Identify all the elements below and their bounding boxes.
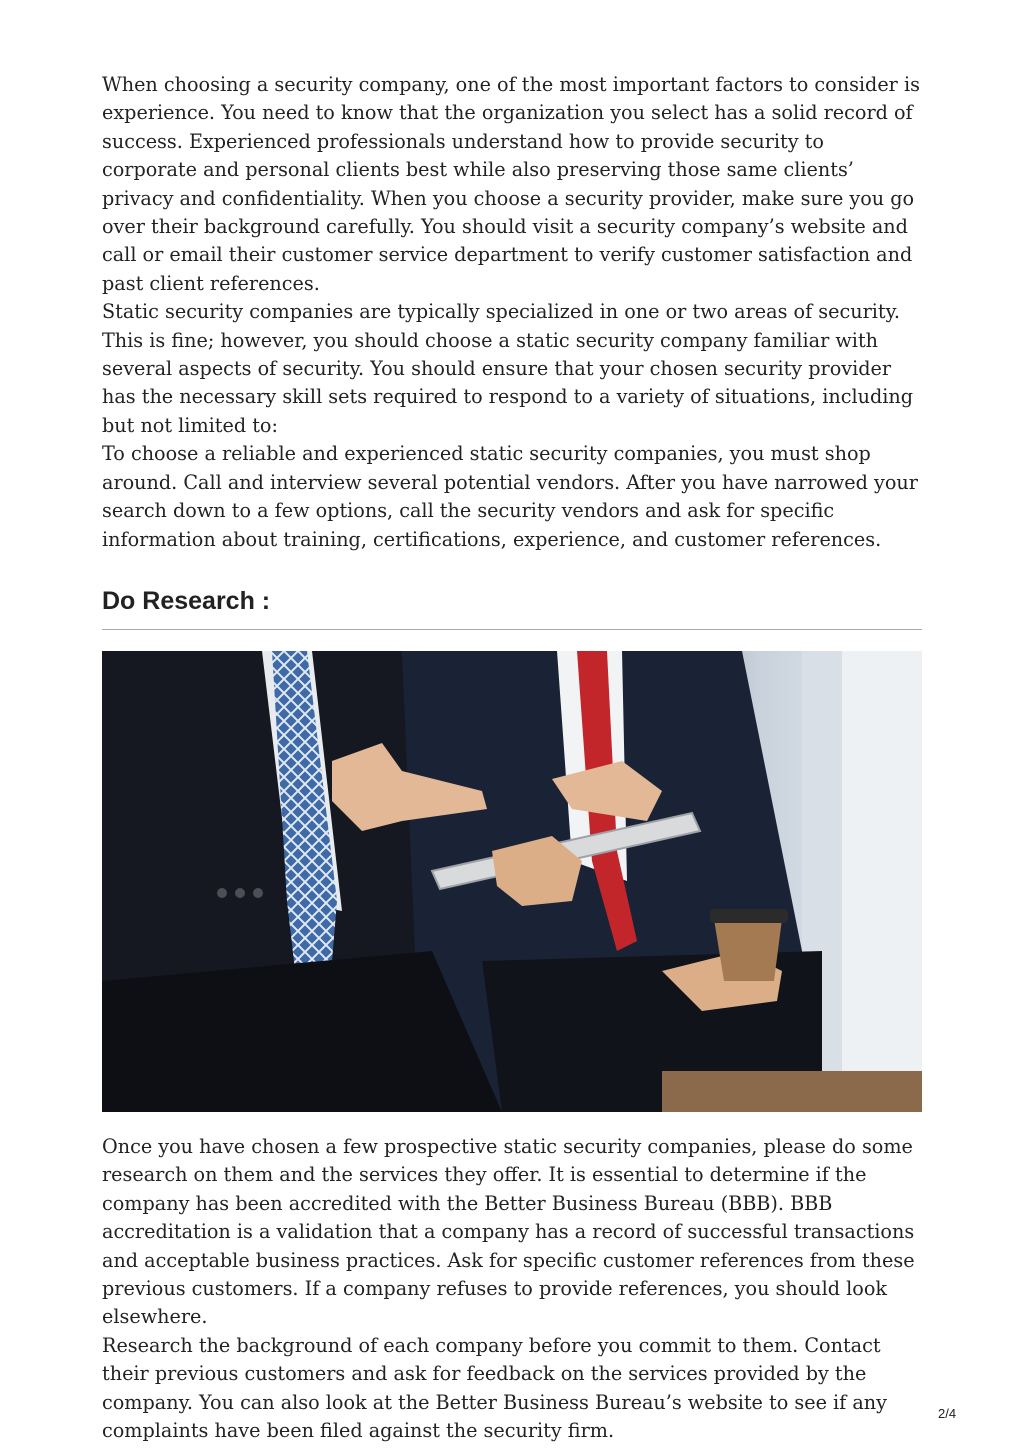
paragraph: Once you have chosen a few prospective static security companies, please do some research on them and the services they offer. It is essential to determine if the company has been accredited with the Better Business Bureau (BBB). BBB accreditation is a validation that a company has a record of successful transactions and acceptable business practices. Ask for specific customer references from these previous customers. If a company refuses to provide references, you should look elsewhere. xyxy=(102,1134,915,1329)
paragraph: When choosing a security company, one of the most important factors to consider is experience. You need to know that the organization you select has a solid record of success. Experienced professionals understand how to provide security to corporate and personal clients best while also preserving those same clients’ privacy and confidentiality. When you choose a security provider, make sure you go over their background carefully. You should visit a security company’s website and call or email their customer service department to verify customer satisfaction and past client references. xyxy=(102,73,920,295)
paragraph: Static security companies are typically specialized in one or two areas of security. This is fine; however, you should choose a static security company familiar with several aspects of security. You should ensure that your chosen security provider has the necessary skill sets required to respond to a variety of situations, including but not limited to: xyxy=(102,300,914,437)
section-heading: Do Research : xyxy=(102,586,271,615)
paragraph: Research the background of each company before you commit to them. Contact their previous customers and ask for feedback on the services provided by the company. You can also look at the Better Business Bureau’s website to see if any complaints have been filed against the security firm. xyxy=(102,1333,887,1442)
paragraph: To choose a reliable and experienced static security companies, you must shop around. Call and interview several potential vendors. After you have narrowed your search down to a few options, call the security vendors and ask for specific information about training, certifications, experience, and customer references. xyxy=(102,442,918,551)
page-number: 2/4 xyxy=(938,1406,957,1421)
article-body xyxy=(102,71,922,1445)
heading-divider xyxy=(102,629,922,630)
business-meeting-photo xyxy=(102,651,922,1112)
